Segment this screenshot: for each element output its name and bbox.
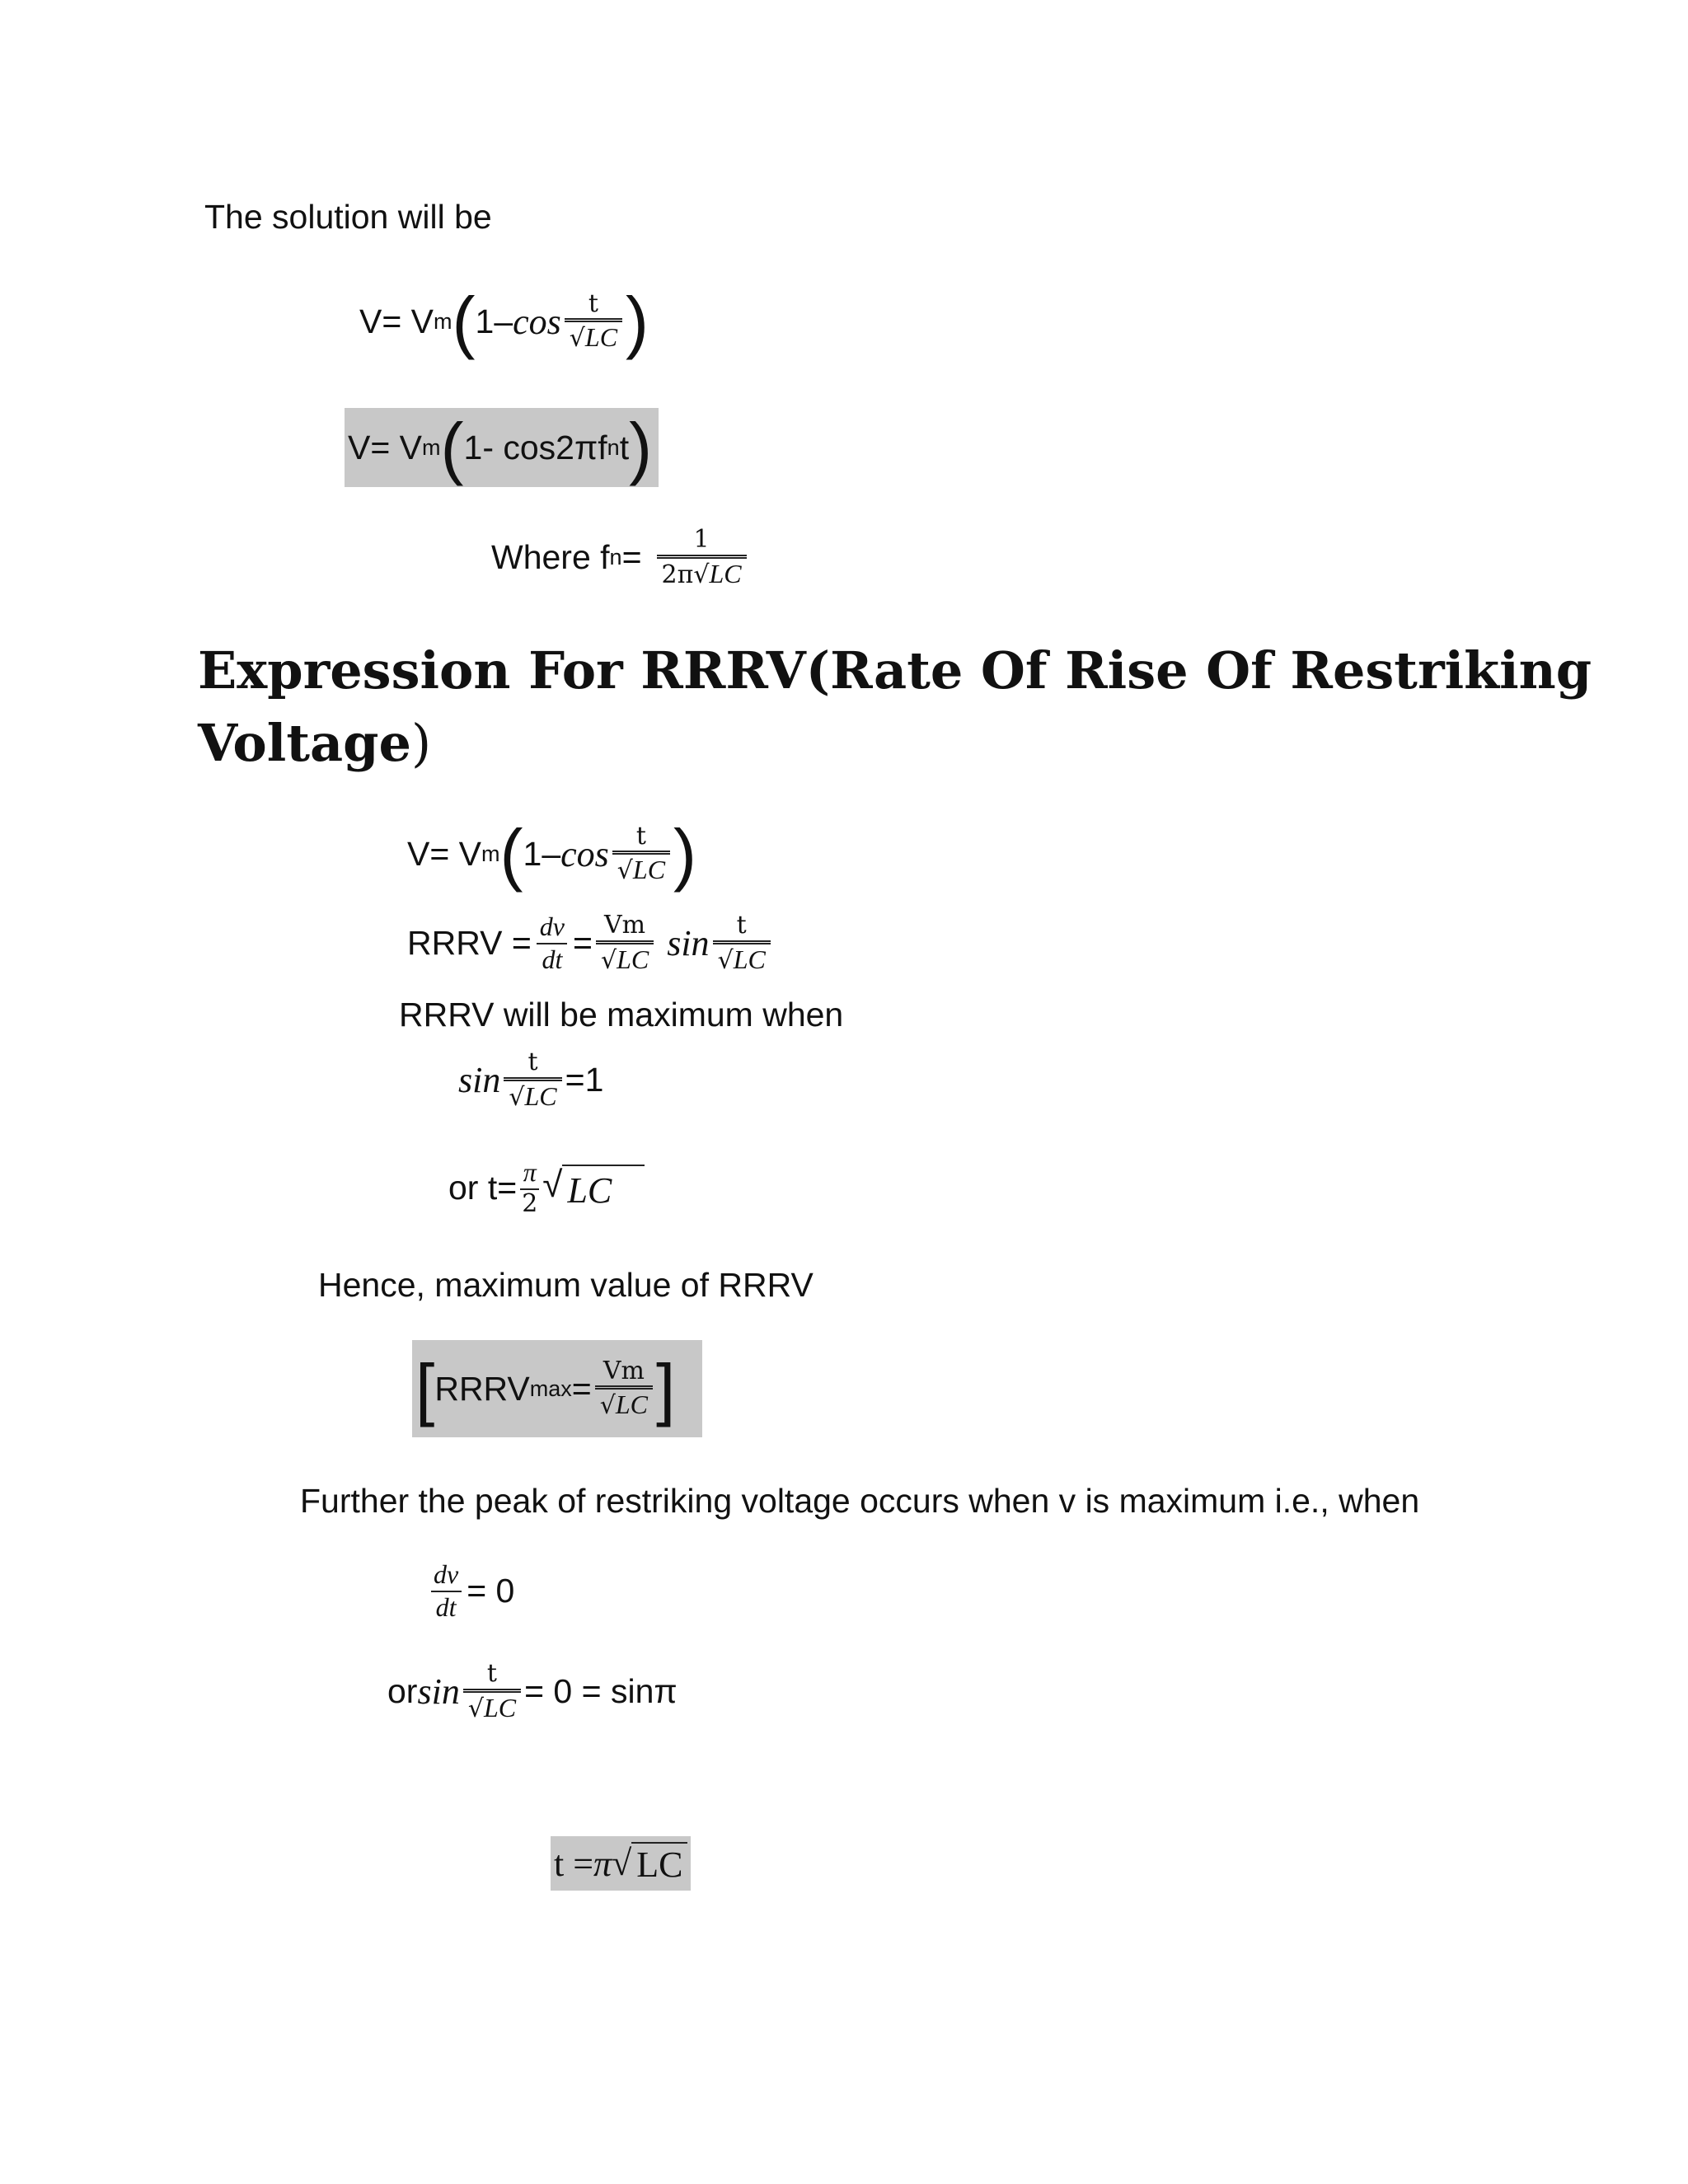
fraction-denominator: 2 <box>522 1188 538 1218</box>
sqrt-lc: √ LC <box>612 1842 687 1886</box>
fraction-numerator: t <box>528 1047 538 1076</box>
fraction-denominator: √LC <box>595 1385 653 1421</box>
eq-tail: t <box>619 428 630 466</box>
close-paren: ) <box>629 409 653 486</box>
fraction-denominator: dt <box>537 943 567 976</box>
fraction-denominator: dt <box>431 1591 462 1624</box>
fraction-numerator: π <box>523 1157 537 1187</box>
pi-half-fraction <box>520 1157 539 1218</box>
equation-derivative-zero <box>425 1559 514 1623</box>
rrrv-label: RRRV <box>434 1369 530 1408</box>
equation-sin-equals-one <box>458 1048 603 1112</box>
sin-function: sin <box>667 923 710 963</box>
eq-lhs: t = <box>554 1843 594 1884</box>
fraction-numerator: Vm <box>604 911 646 940</box>
open-paren: ( <box>452 283 476 360</box>
sqrt-lc: √ LC <box>542 1165 645 1212</box>
fraction-denominator: √LC <box>565 318 622 354</box>
eq-lhs: V= V <box>348 428 423 466</box>
heading-line-1: Expression For RRRV(Rate Of Rise Of Restriking <box>198 640 1592 701</box>
derivative-fraction <box>535 912 570 975</box>
eq-lhs: V= V <box>407 834 482 873</box>
fraction-numerator: 1 <box>693 525 710 554</box>
equation-rrrv-derivative <box>407 912 774 975</box>
fraction-denominator: √LC <box>713 940 771 976</box>
fraction-denominator: √LC <box>612 851 670 886</box>
sin-function: sin <box>458 1060 501 1100</box>
fraction-numerator: dv <box>539 912 565 941</box>
eq-one: 1– <box>475 302 513 340</box>
eq-one: 1– <box>523 834 561 873</box>
equation-frequency-form <box>345 408 659 487</box>
eq-rhs: = 0 <box>467 1572 515 1610</box>
argument-fraction <box>713 912 771 975</box>
heading-line-2: Voltage) <box>198 713 432 773</box>
rrrv-max-condition-text: RRRV will be maximum when <box>399 996 844 1033</box>
fraction <box>612 823 670 886</box>
eq-subscript: m <box>481 841 500 866</box>
fraction-numerator: t <box>486 1659 497 1688</box>
where-frequency <box>491 526 750 589</box>
equation-time-max <box>448 1157 645 1218</box>
open-bracket: [ <box>415 1350 435 1427</box>
equals-sign: = <box>571 1369 592 1408</box>
or-label: or <box>387 1672 418 1710</box>
rrrv-lhs: RRRV = <box>407 924 532 962</box>
fraction-denominator: √LC <box>463 1689 521 1724</box>
equation-sin-zero <box>387 1660 678 1723</box>
fraction-numerator: Vm <box>603 1356 645 1385</box>
close-paren: ) <box>626 283 649 360</box>
argument-fraction <box>504 1048 561 1112</box>
fraction-numerator: t <box>635 821 646 851</box>
open-paren: ( <box>440 409 464 486</box>
further-text: Further the peak of restriking voltage occurs when v is maximum i.e., when <box>300 1482 1420 1520</box>
close-paren: ) <box>673 815 697 893</box>
fraction <box>595 1357 653 1421</box>
close-bracket: ] <box>656 1350 676 1427</box>
fraction <box>657 526 747 589</box>
intro-text: The solution will be <box>204 198 492 236</box>
equals-sign: = <box>572 924 593 962</box>
equation-restriking-voltage <box>407 815 697 893</box>
eq-subscript: m <box>434 308 452 334</box>
fraction-numerator: dv <box>434 1559 459 1589</box>
fraction-numerator: t <box>736 911 747 940</box>
eq-lhs: V= V <box>359 302 434 340</box>
equation-time-peak <box>551 1836 691 1891</box>
where-eq: = <box>621 538 642 576</box>
where-subscript: n <box>609 545 622 569</box>
derivative-fraction <box>429 1559 463 1623</box>
rrrv-subscript: max <box>529 1376 572 1401</box>
eq-subscript-n: n <box>607 434 620 460</box>
section-heading <box>198 635 1592 780</box>
fraction <box>565 290 622 354</box>
amplitude-fraction <box>596 912 654 975</box>
fraction-numerator: t <box>588 288 598 318</box>
eq-body: 1- cos2πf <box>463 428 607 466</box>
fraction-denominator: √LC <box>504 1077 561 1113</box>
cos-function: cos <box>560 833 609 874</box>
cos-function: cos <box>513 301 561 342</box>
equation-rrrv-max <box>412 1340 702 1437</box>
fraction-denominator: √LC <box>596 940 654 976</box>
eq-rhs: = 0 = sinπ <box>524 1672 678 1710</box>
equation-solution <box>359 283 649 360</box>
argument-fraction <box>463 1660 521 1723</box>
where-label: Where f <box>491 538 610 576</box>
eq-subscript: m <box>422 434 441 460</box>
eq-lhs: or t= <box>448 1168 518 1207</box>
open-paren: ( <box>499 815 523 893</box>
pi-symbol: π <box>593 1843 612 1884</box>
sin-function: sin <box>417 1671 460 1712</box>
eq-rhs: =1 <box>565 1061 604 1099</box>
hence-text: Hence, maximum value of RRRV <box>318 1266 814 1304</box>
fraction-denominator: 2π√LC <box>657 555 747 590</box>
